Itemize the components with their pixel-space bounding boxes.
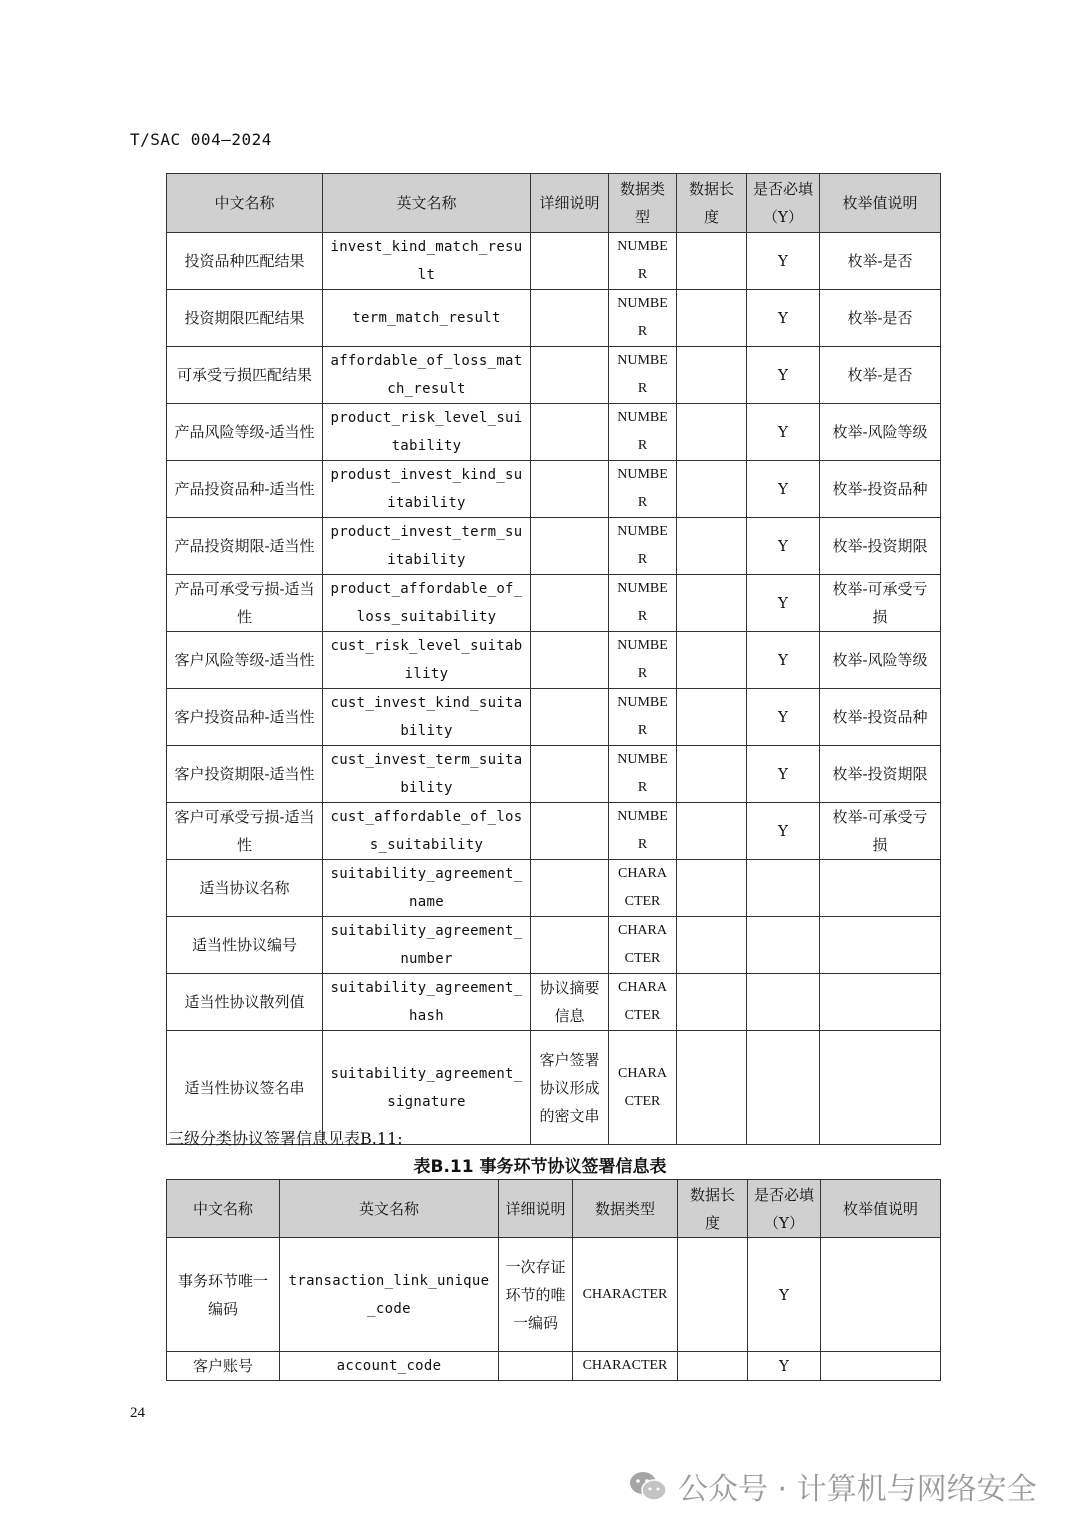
- header-data-type: 数据类型: [573, 1180, 678, 1238]
- cell-required: Y: [748, 1352, 821, 1381]
- table-row: [167, 347, 941, 404]
- table-note: 三级分类协议签署信息见表B.11:: [168, 1129, 403, 1148]
- cell-data-length: [677, 575, 747, 632]
- cell-required: Y: [747, 575, 820, 632]
- cell-en-name: suitability_agreement_signature: [323, 1031, 531, 1145]
- table-row: [167, 632, 941, 689]
- cell-data-type: NUMBER: [609, 518, 677, 575]
- cell-data-length: [677, 917, 747, 974]
- cell-data-length: [677, 974, 747, 1031]
- header-required: 是否必填（Y）: [747, 174, 820, 233]
- cell-en-name: suitability_agreement_number: [323, 917, 531, 974]
- cell-en-name: cust_risk_level_suitability: [323, 632, 531, 689]
- cell-cn-name: 客户风险等级-适当性: [167, 632, 323, 689]
- cell-data-length: [677, 518, 747, 575]
- cell-enum: [821, 1352, 941, 1381]
- cell-required: Y: [747, 347, 820, 404]
- cell-description: [531, 746, 609, 803]
- cell-description: [531, 233, 609, 290]
- cell-cn-name: 产品可承受亏损-适当性: [167, 575, 323, 632]
- cell-enum: 枚举-风险等级: [820, 632, 941, 689]
- header-en-name: 英文名称: [323, 174, 531, 233]
- cell-cn-name: 可承受亏损匹配结果: [167, 347, 323, 404]
- cell-cn-name: 客户账号: [167, 1352, 280, 1381]
- cell-required: Y: [747, 461, 820, 518]
- cell-cn-name: 投资期限匹配结果: [167, 290, 323, 347]
- cell-data-length: [677, 404, 747, 461]
- table-row: [167, 290, 941, 347]
- page-number: 24: [130, 1405, 145, 1421]
- cell-data-length: [678, 1352, 748, 1381]
- cell-data-length: [677, 290, 747, 347]
- cell-enum: 枚举-投资品种: [820, 689, 941, 746]
- cell-required: Y: [747, 632, 820, 689]
- cell-enum: 枚举-投资品种: [820, 461, 941, 518]
- cell-data-type: NUMBER: [609, 746, 677, 803]
- cell-description: [531, 518, 609, 575]
- cell-en-name: suitability_agreement_name: [323, 860, 531, 917]
- cell-required: Y: [747, 233, 820, 290]
- cell-data-length: [677, 347, 747, 404]
- cell-data-length: [677, 860, 747, 917]
- cell-enum: 枚举-是否: [820, 347, 941, 404]
- cell-description: [531, 860, 609, 917]
- cell-en-name: cust_invest_term_suitability: [323, 746, 531, 803]
- cell-data-length: [678, 1238, 748, 1352]
- cell-cn-name: 事务环节唯一编码: [167, 1238, 280, 1352]
- cell-cn-name: 客户可承受亏损-适当性: [167, 803, 323, 860]
- cell-cn-name: 适当性协议编号: [167, 917, 323, 974]
- cell-required: Y: [747, 404, 820, 461]
- header-data-type: 数据类型: [609, 174, 677, 233]
- table-row: [167, 974, 941, 1031]
- cell-required: Y: [748, 1238, 821, 1352]
- table-row: [167, 803, 941, 860]
- cell-enum: 枚举-可承受亏损: [820, 575, 941, 632]
- cell-description: [531, 632, 609, 689]
- cell-cn-name: 投资品种匹配结果: [167, 233, 323, 290]
- cell-required: [747, 917, 820, 974]
- cell-description: 一次存证环节的唯一编码: [499, 1238, 573, 1352]
- cell-description: 协议摘要信息: [531, 974, 609, 1031]
- cell-required: Y: [747, 689, 820, 746]
- table-row: [167, 233, 941, 290]
- cell-cn-name: 客户投资品种-适当性: [167, 689, 323, 746]
- cell-en-name: cust_invest_kind_suitability: [323, 689, 531, 746]
- table-row: [167, 1352, 941, 1381]
- header-description: 详细说明: [499, 1180, 573, 1238]
- table-row: [167, 518, 941, 575]
- cell-en-name: product_invest_term_suitability: [323, 518, 531, 575]
- cell-description: [531, 461, 609, 518]
- suitability-fields-table: [166, 173, 941, 1145]
- header-cn-name: 中文名称: [167, 174, 323, 233]
- table-row: [167, 1238, 941, 1352]
- cell-data-type: CHARACTER: [609, 917, 677, 974]
- header-en-name: 英文名称: [280, 1180, 499, 1238]
- cell-enum: [820, 917, 941, 974]
- cell-en-name: transaction_link_unique_code: [280, 1238, 499, 1352]
- header-enum: 枚举值说明: [821, 1180, 941, 1238]
- cell-data-length: [677, 746, 747, 803]
- cell-required: Y: [747, 290, 820, 347]
- cell-description: [531, 404, 609, 461]
- cell-data-length: [677, 632, 747, 689]
- table-row: [167, 461, 941, 518]
- header-data-length: 数据长度: [677, 174, 747, 233]
- cell-data-type: NUMBER: [609, 404, 677, 461]
- cell-required: Y: [747, 518, 820, 575]
- cell-data-length: [677, 803, 747, 860]
- cell-en-name: produst_invest_kind_suitability: [323, 461, 531, 518]
- watermark-text: 公众号 · 计算机与网络安全: [678, 1472, 1037, 1507]
- cell-description: [531, 347, 609, 404]
- cell-cn-name: 适当性协议散列值: [167, 974, 323, 1031]
- cell-data-type: NUMBER: [609, 461, 677, 518]
- transaction-link-table: [166, 1179, 941, 1381]
- cell-cn-name: 产品投资期限-适当性: [167, 518, 323, 575]
- table-row: [167, 860, 941, 917]
- cell-data-type: NUMBER: [609, 689, 677, 746]
- cell-data-type: CHARACTER: [609, 860, 677, 917]
- cell-required: Y: [747, 746, 820, 803]
- cell-data-type: CHARACTER: [573, 1352, 678, 1381]
- cell-data-length: [677, 233, 747, 290]
- cell-enum: 枚举-投资期限: [820, 518, 941, 575]
- cell-data-type: NUMBER: [609, 233, 677, 290]
- cell-en-name: cust_affordable_of_loss_suitability: [323, 803, 531, 860]
- cell-data-type: NUMBER: [609, 632, 677, 689]
- cell-data-length: [677, 461, 747, 518]
- table-header-row: [167, 174, 941, 233]
- cell-required: [747, 860, 820, 917]
- table-row: [167, 404, 941, 461]
- table-row: [167, 917, 941, 974]
- header-required: 是否必填（Y）: [748, 1180, 821, 1238]
- table-caption: 表B.11 事务环节协议签署信息表: [413, 1157, 667, 1177]
- cell-cn-name: 适当性协议签名串: [167, 1031, 323, 1145]
- cell-data-type: NUMBER: [609, 575, 677, 632]
- cell-en-name: invest_kind_match_result: [323, 233, 531, 290]
- cell-description: 客户签署协议形成的密文串: [531, 1031, 609, 1145]
- cell-data-type: NUMBER: [609, 347, 677, 404]
- watermark: [628, 1464, 1037, 1508]
- cell-en-name: account_code: [280, 1352, 499, 1381]
- cell-en-name: affordable_of_loss_match_result: [323, 347, 531, 404]
- table-row: [167, 746, 941, 803]
- cell-cn-name: 适当协议名称: [167, 860, 323, 917]
- cell-cn-name: 产品风险等级-适当性: [167, 404, 323, 461]
- cell-en-name: term_match_result: [323, 290, 531, 347]
- cell-data-length: [677, 1031, 747, 1145]
- cell-enum: [821, 1238, 941, 1352]
- cell-enum: 枚举-风险等级: [820, 404, 941, 461]
- cell-enum: [820, 974, 941, 1031]
- cell-data-type: CHARACTER: [609, 974, 677, 1031]
- cell-en-name: product_affordable_of_loss_suitability: [323, 575, 531, 632]
- cell-required: [747, 1031, 820, 1145]
- cell-enum: 枚举-是否: [820, 233, 941, 290]
- cell-enum: 枚举-可承受亏损: [820, 803, 941, 860]
- cell-cn-name: 客户投资期限-适当性: [167, 746, 323, 803]
- header-description: 详细说明: [531, 174, 609, 233]
- cell-description: [531, 803, 609, 860]
- cell-description: [531, 290, 609, 347]
- cell-enum: [820, 860, 941, 917]
- cell-en-name: product_risk_level_suitability: [323, 404, 531, 461]
- cell-data-type: NUMBER: [609, 290, 677, 347]
- cell-enum: 枚举-投资期限: [820, 746, 941, 803]
- wechat-icon: [628, 1469, 668, 1503]
- document-id: T/SAC 004—2024: [130, 130, 272, 149]
- cell-enum: [820, 1031, 941, 1145]
- cell-data-length: [677, 689, 747, 746]
- header-data-length: 数据长度: [678, 1180, 748, 1238]
- cell-en-name: suitability_agreement_hash: [323, 974, 531, 1031]
- cell-required: Y: [747, 803, 820, 860]
- cell-required: [747, 974, 820, 1031]
- table-header-row: [167, 1180, 941, 1238]
- cell-enum: 枚举-是否: [820, 290, 941, 347]
- cell-data-type: CHARACTER: [609, 1031, 677, 1145]
- header-enum: 枚举值说明: [820, 174, 941, 233]
- cell-description: [499, 1352, 573, 1381]
- cell-description: [531, 575, 609, 632]
- table-row: [167, 575, 941, 632]
- table-row: [167, 689, 941, 746]
- cell-data-type: CHARACTER: [573, 1238, 678, 1352]
- cell-data-type: NUMBER: [609, 803, 677, 860]
- cell-description: [531, 689, 609, 746]
- cell-description: [531, 917, 609, 974]
- cell-cn-name: 产品投资品种-适当性: [167, 461, 323, 518]
- header-cn-name: 中文名称: [167, 1180, 280, 1238]
